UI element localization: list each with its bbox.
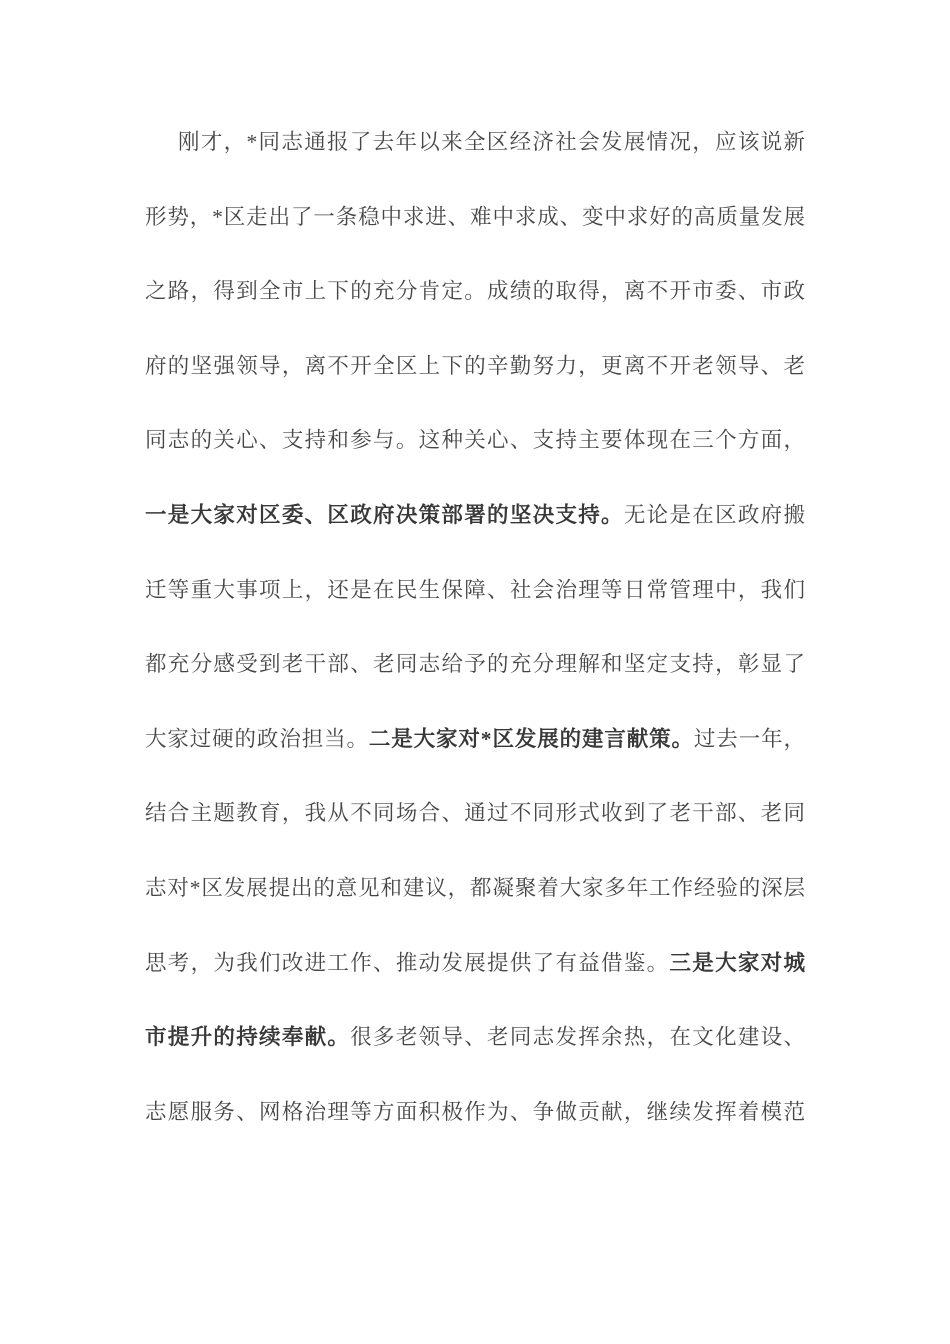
text-line — [145, 851, 805, 926]
text-line — [145, 926, 805, 1001]
text-segment: 思考，为我们改进工作、推动发展提供了有益借鉴。 — [145, 950, 670, 975]
bold-text-segment: 二是大家对*区发展的建言献策。 — [368, 726, 694, 751]
bold-text-segment: 市提升的持续奉献。 — [145, 1025, 351, 1050]
text-line — [145, 702, 805, 777]
text-line — [145, 1000, 805, 1075]
text-line — [145, 1075, 805, 1150]
text-segment: 形势，*区走出了一条稳中求进、难中求成、变中求好的高质量发展 — [145, 204, 805, 229]
text-segment: 志对*区发展提出的意见和建议，都凝聚着大家多年工作经验的深层 — [145, 875, 805, 900]
text-segment: 刚才，*同志通报了去年以来全区经济社会发展情况，应该说新 — [178, 130, 805, 154]
bold-text-segment: 三是大家对城 — [669, 950, 805, 975]
document-body — [145, 105, 805, 1149]
text-segment: 府的坚强领导，离不开全区上下的辛勤努力，更离不开老领导、老 — [145, 353, 805, 378]
text-line — [145, 105, 805, 180]
text-segment: 结合主题教育，我从不同场合、通过不同形式收到了老干部、老同 — [145, 801, 805, 826]
text-line — [145, 403, 805, 478]
text-line — [145, 627, 805, 702]
bold-text-segment: 一是大家对区委、区政府决策部署的坚决支持。 — [145, 502, 624, 527]
text-segment: 之路，得到全市上下的充分肯定。成绩的取得，离不开市委、市政 — [145, 279, 805, 304]
text-line — [145, 776, 805, 851]
text-segment: 志愿服务、网格治理等方面积极作为、争做贡献，继续发挥着模范 — [145, 1099, 805, 1124]
text-segment: 迁等重大事项上，还是在民生保障、社会治理等日常管理中，我们 — [145, 577, 805, 602]
text-line — [145, 553, 805, 628]
text-line — [145, 180, 805, 255]
text-segment: 同志的关心、支持和参与。这种关心、支持主要体现在三个方面， — [145, 428, 805, 453]
text-line — [145, 478, 805, 553]
text-segment: 无论是在区政府搬 — [623, 502, 805, 527]
text-line — [145, 254, 805, 329]
text-segment: 都充分感受到老干部、老同志给予的充分理解和坚定支持，彰显了 — [145, 652, 805, 677]
text-segment: 大家过硬的政治担当。 — [145, 726, 369, 751]
text-segment: 很多老领导、老同志发挥余热，在文化建设、 — [350, 1025, 805, 1050]
text-segment: 过去一年， — [693, 726, 805, 751]
text-line — [145, 329, 805, 404]
